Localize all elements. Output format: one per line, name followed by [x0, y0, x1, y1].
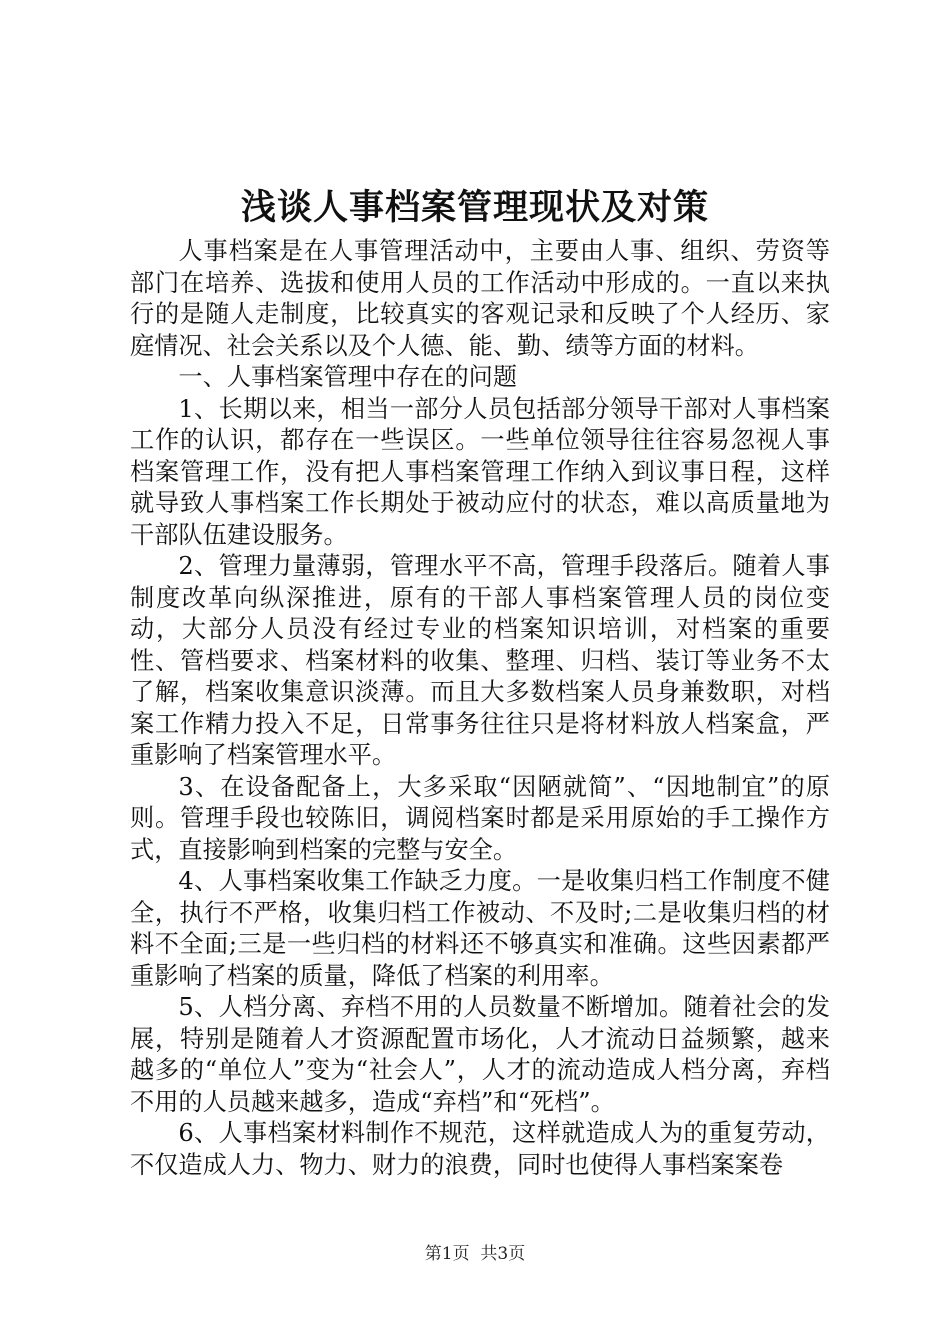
document-title: 浅谈人事档案管理现状及对策	[240, 187, 709, 228]
paragraph-2: 2、管理力量薄弱，管理水平不高，管理手段落后。随着人事制度改革向纵深推进，原有的干部人事档案管理人员的岗位变动，大部分人员没有经过专业的档案知识培训，对档案的重要性、管档要求、档案材料的收集、整理、归档、装订等业务不太了解，档案收集意识淡薄。而且大多数档案人员身兼数职，对档案工作精力投入不足，日常事务往往只是将材料放人档案盒，严重影响了档案管理水平。	[130, 552, 830, 769]
document-body	[130, 236, 830, 1181]
intro-paragraph: 人事档案是在人事管理活动中，主要由人事、组织、劳资等部门在培养、选拔和使用人员的工作活动中形成的。一直以来执行的是随人走制度，比较真实的客观记录和反映了个人经历、家庭情况、社会关系以及个人德、能、勤、绩等方面的材料。	[130, 237, 830, 360]
paragraph-1: 1、长期以来，相当一部分人员包括部分领导干部对人事档案工作的认识，都存在一些误区。一些单位领导往往容易忽视人事档案管理工作，没有把人事档案管理工作纳入到议事日程，这样就导致人事档案工作长期处于被动应付的状态，难以高质量地为干部队伍建设服务。	[130, 394, 830, 549]
paragraph-6: 6、人事档案材料制作不规范，这样就造成人为的重复劳动，不仅造成人力、物力、财力的浪费，同时也使得人事档案案卷	[130, 1119, 830, 1179]
paragraph-4: 4、人事档案收集工作缺乏力度。一是收集归档工作制度不健全，执行不严格，收集归档工作被动、不及时;二是收集归档的材料不全面;三是一些归档的材料还不够真实和准确。这些因素都严重影响了档案的质量，降低了档案的利用率。	[130, 867, 830, 990]
page-number-label: 第1页 共3页	[424, 1244, 526, 1264]
paragraph-3: 3、在设备配备上，大多采取“因陋就简”、“因地制宜”的原则。管理手段也较陈旧，调阅档案时都是采用原始的手工操作方式，直接影响到档案的完整与安全。	[130, 772, 830, 864]
paragraph-5: 5、人档分离、弃档不用的人员数量不断增加。随着社会的发展，特别是随着人才资源配置市场化，人才流动日益频繁，越来越多的“单位人”变为“社会人”，人才的流动造成人档分离，弃档不用的人员越来越多，造成“弃档”和“死档”。	[130, 993, 830, 1116]
page-footer	[0, 1242, 950, 1266]
section-heading: 一、人事档案管理中存在的问题	[178, 363, 518, 391]
